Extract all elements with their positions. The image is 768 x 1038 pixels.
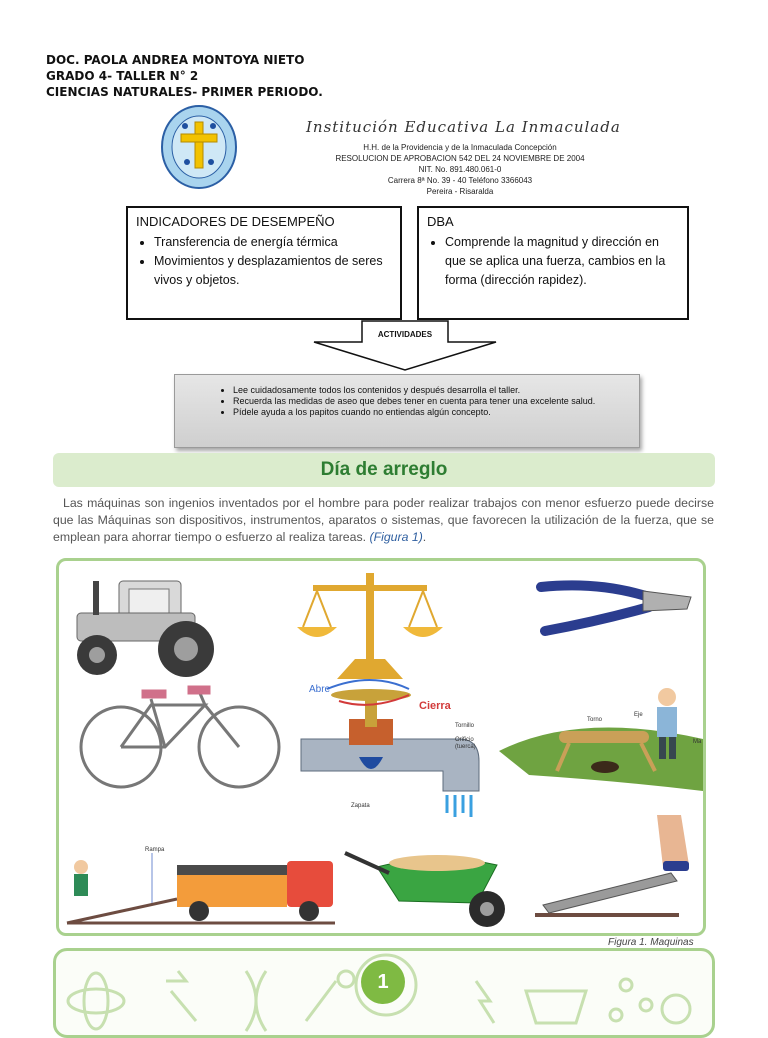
indicador-item: • Transferencia de energía térmica (154, 233, 392, 252)
zapata-label: Zapata (351, 803, 370, 809)
institution-line-2: RESOLUCION DE APROBACION 542 DEL 24 NOVIEMBRE DE 2004 (335, 154, 585, 163)
institution-line-5: Pereira - Risaralda (426, 187, 494, 196)
bicycle-icon (81, 687, 279, 787)
institution-line-4: Carrera 8ª No. 39 - 40 Teléfono 3366043 (387, 176, 533, 185)
section-title: Día de arreglo (320, 459, 448, 480)
paragraph-end: . (422, 530, 427, 544)
indicadores-title: INDICADORES DE DESEMPEÑO (136, 214, 335, 229)
page-number-badge: 1 (361, 960, 405, 1004)
torno-label: Torno (587, 717, 603, 723)
institution-line-3: NIT. No. 891.480.061-0 (418, 165, 502, 174)
activity-item: • Lee cuidadosamente todos los contenidos y después desarrolla el taller. (233, 385, 639, 396)
section-banner (53, 453, 715, 487)
indicador-item: • Movimientos y desplazamientos de seres vivos y objetos. (154, 252, 392, 290)
tornillo-label: Tornillo (455, 723, 475, 729)
lever-icon (535, 815, 689, 915)
institution-seal-icon (160, 104, 238, 190)
teacher-name: DOC. PAOLA ANDREA MONTOYA NIETO (46, 53, 305, 67)
ramp-truck-icon (67, 853, 335, 923)
indicadores-box (126, 206, 402, 320)
wheelbarrow-icon (345, 853, 505, 927)
subject-line: CIENCIAS NATURALES- PRIMER PERIODO. (46, 85, 323, 99)
orificio-label: Orificio (455, 737, 474, 743)
institution-name: Institución Educativa La Inmaculada (306, 118, 621, 136)
down-arrow-icon (312, 320, 498, 372)
rampa-label: Rampa (145, 847, 165, 853)
institution-line-1: H.H. de la Providencia y de la Inmaculada Concepción (363, 143, 557, 152)
dba-box (417, 206, 689, 320)
paragraph-text: Las máquinas son ingenios inventados por el hombre para poder realizar trabajos con menor esfuerzo puede decirse que las Máquinas son dispositivos, instrumentos, aparatos o sistemas, que favorecen la utilización de la fuerza, que se emplean para ahorrar tiempo o esfuerzo al realiza tareas. (53, 496, 714, 544)
machines-figure-panel (56, 558, 706, 936)
activities-box (174, 374, 640, 448)
figure-caption: Figura 1. Maquinas (608, 937, 694, 948)
balance-scale-icon (297, 573, 443, 679)
grade-line: GRADO 4- TALLER N° 2 (46, 69, 199, 83)
winch-icon (499, 688, 703, 791)
figure-reference: (Figura 1) (369, 530, 423, 544)
pliers-icon (541, 585, 691, 631)
dba-item: • Comprende la magnitud y dirección en que se aplica una fuerza, cambios en la forma (dirección rapidez). (445, 233, 679, 290)
abre-label: Abre (309, 684, 331, 695)
cierra-label: Cierra (419, 700, 451, 712)
ma-label: Ma (693, 739, 702, 745)
actividades-label: ACTIVIDADES (377, 330, 433, 339)
faucet-icon (301, 680, 479, 817)
dba-title: DBA (427, 214, 454, 229)
tractor-icon (77, 581, 214, 677)
eje-label: Eje (634, 712, 643, 718)
tuerca-label: (tuerca) (455, 744, 476, 750)
intro-paragraph (53, 495, 714, 546)
activity-item: • Recuerda las medidas de aseo que debes tener en cuenta para tener una excelente salud. (233, 396, 639, 407)
activity-item: • Pídele ayuda a los papitos cuando no entiendas algún concepto. (233, 407, 639, 418)
